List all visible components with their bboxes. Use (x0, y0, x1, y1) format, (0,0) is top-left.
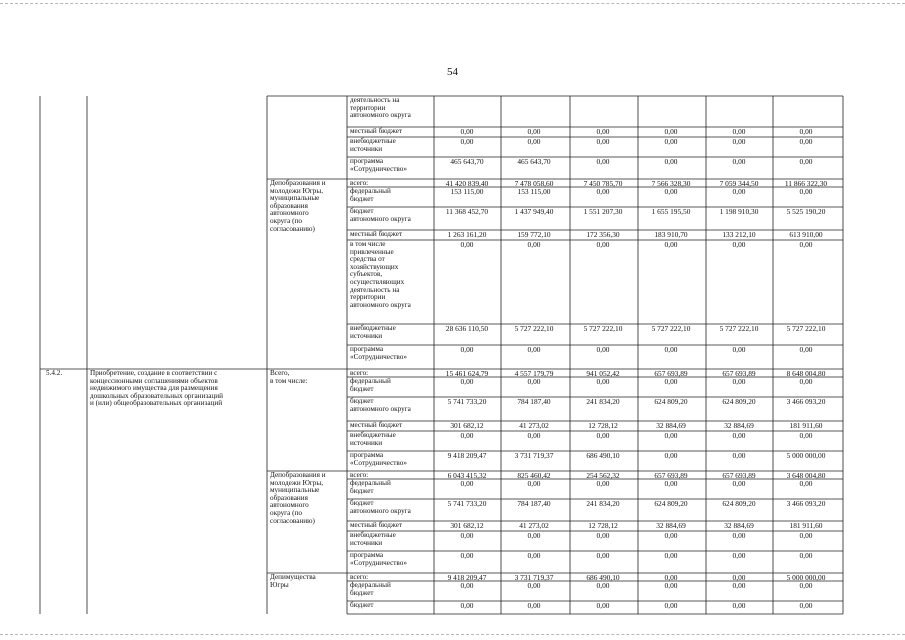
value-cell: 0,00 (527, 377, 541, 386)
value-cell: 0,00 (732, 479, 746, 488)
value-cell: 41 420 839,40 (445, 179, 489, 188)
value-cell: 0,00 (664, 137, 678, 146)
value-cell: 5 741 733,20 (447, 397, 487, 406)
value-cell: 0,00 (799, 377, 813, 386)
row-label: в том числе (350, 240, 386, 248)
value-cell: 0,00 (527, 345, 541, 354)
value-cell: 0,00 (664, 479, 678, 488)
value-cell: 5 000 000,00 (786, 573, 826, 582)
value-cell: 0,00 (527, 479, 541, 488)
row-label: субъектов, (350, 270, 383, 279)
row-label: федеральный (350, 377, 391, 385)
value-cell: 153 115,00 (450, 187, 484, 196)
value-cell: 0,00 (527, 531, 541, 540)
row-label: внебюджетные (350, 431, 396, 439)
value-cell: 0,00 (799, 531, 813, 540)
row-label: всего: (350, 471, 369, 479)
value-cell: 0,00 (732, 451, 746, 460)
value-cell: 0,00 (664, 377, 678, 386)
value-cell: 1 655 195,50 (651, 207, 691, 216)
value-cell: 0,00 (460, 551, 474, 560)
value-cell: 0,00 (799, 127, 813, 136)
value-cell: 624 809,20 (654, 397, 688, 406)
value-cell: 0,00 (596, 157, 610, 166)
value-cell: 465 643,70 (517, 157, 551, 166)
value-cell: 3 731 719,37 (514, 573, 554, 582)
row-label: бюджет (350, 207, 374, 215)
item-description: Приобретение, создание в соответствии с (90, 369, 218, 377)
value-cell: 254 562,32 (586, 471, 620, 480)
value-cell: 0,00 (799, 431, 813, 440)
value-cell: 0,00 (664, 127, 678, 136)
value-cell: 0,00 (596, 187, 610, 196)
executor-label: автономного (270, 501, 309, 510)
executor-label: в том числе: (270, 376, 308, 385)
item-description: и (или) общеобразовательных организаций (90, 399, 223, 408)
value-cell: 0,00 (732, 345, 746, 354)
value-cell: 301 682,12 (450, 421, 484, 430)
value-cell: 32 884,69 (656, 521, 686, 530)
value-cell: 941 052,42 (586, 369, 620, 378)
row-label: «Сотрудничество» (350, 352, 407, 361)
row-label: автономного округа (350, 214, 411, 223)
value-cell: 301 682,12 (450, 521, 484, 530)
executor-label: округа (по (270, 217, 302, 225)
value-cell: 0,00 (664, 431, 678, 440)
row-label: привлеченные (350, 247, 394, 256)
value-cell: 0,00 (799, 551, 813, 560)
value-cell: 0,00 (460, 240, 474, 249)
row-label: бюджет (350, 194, 374, 203)
row-label: программа (350, 345, 384, 353)
row-label: средства от (350, 255, 385, 264)
value-cell: 1 437 949,40 (514, 207, 554, 216)
row-label: бюджет (350, 486, 374, 495)
item-number: 5.4.2. (46, 369, 63, 377)
value-cell: 5 727 222,10 (514, 324, 554, 333)
item-description: недвижимого имущества для размещения (90, 384, 218, 393)
row-label: хозяйствующих (350, 262, 399, 271)
row-label: бюджет (350, 588, 374, 597)
value-cell: 41 273,02 (519, 521, 549, 530)
value-cell: 0,00 (799, 601, 813, 610)
value-cell: 0,00 (799, 157, 813, 166)
value-cell: 0,00 (527, 431, 541, 440)
value-cell: 0,00 (664, 581, 678, 590)
value-cell: 0,00 (664, 451, 678, 460)
value-cell: 0,00 (732, 601, 746, 610)
value-cell: 159 772,10 (517, 230, 551, 239)
value-cell: 0,00 (664, 157, 678, 166)
value-cell: 0,00 (799, 479, 813, 488)
value-cell: 0,00 (527, 581, 541, 590)
row-label: всего: (350, 179, 369, 187)
value-cell: 11 866 322,30 (784, 179, 828, 188)
executor-label: Всего, (270, 369, 290, 377)
row-label: внебюджетные (350, 137, 396, 145)
value-cell: 0,00 (732, 187, 746, 196)
row-label: «Сотрудничество» (350, 558, 407, 567)
value-cell: 686 490,10 (586, 573, 620, 582)
value-cell: 0,00 (799, 581, 813, 590)
value-cell: 8 648 004,80 (786, 369, 826, 378)
value-cell: 9 418 209,47 (447, 451, 487, 460)
value-cell: 0,00 (460, 601, 474, 610)
value-cell: 181 911,60 (789, 521, 823, 530)
value-cell: 0,00 (596, 377, 610, 386)
row-label: деятельность на (350, 285, 400, 294)
value-cell: 32 884,69 (656, 421, 686, 430)
value-cell: 5 741 733,20 (447, 499, 487, 508)
value-cell: 5 727 222,10 (719, 324, 759, 333)
value-cell: 12 728,12 (588, 521, 618, 530)
value-cell: 0,00 (596, 601, 610, 610)
value-cell: 7 059 344,50 (719, 179, 759, 188)
value-cell: 0,00 (664, 573, 678, 582)
value-cell: 0,00 (732, 377, 746, 386)
row-label: всего: (350, 573, 369, 581)
value-cell: 0,00 (799, 240, 813, 249)
value-cell: 0,00 (799, 137, 813, 146)
row-label: бюджет (350, 499, 374, 507)
value-cell: 4 557 179,79 (514, 369, 554, 378)
value-cell: 241 834,20 (586, 499, 620, 508)
value-cell: 28 636 110,50 (445, 324, 489, 333)
row-label: территории (350, 293, 386, 302)
value-cell: 0,00 (664, 240, 678, 249)
executor-label: молодежи Югры, (270, 186, 324, 195)
value-cell: 0,00 (460, 431, 474, 440)
value-cell: 0,00 (596, 127, 610, 136)
value-cell: 0,00 (596, 479, 610, 488)
value-cell: 12 728,12 (588, 421, 618, 430)
value-cell: 0,00 (664, 531, 678, 540)
row-label: внебюджетные (350, 531, 396, 539)
value-cell: 153 115,00 (517, 187, 551, 196)
value-cell: 825 460,42 (517, 471, 551, 480)
value-cell: 9 418 209,47 (447, 573, 487, 582)
row-label: внебюджетные (350, 324, 396, 332)
value-cell: 0,00 (799, 187, 813, 196)
value-cell: 0,00 (596, 240, 610, 249)
row-label: всего: (350, 369, 369, 377)
row-label: автономного округа (350, 404, 411, 413)
value-cell: 0,00 (799, 345, 813, 354)
value-cell: 0,00 (527, 240, 541, 249)
value-cell: 5 727 222,10 (786, 324, 826, 333)
value-cell: 624 809,20 (722, 397, 756, 406)
row-label: территории (350, 103, 386, 112)
value-cell: 0,00 (596, 345, 610, 354)
value-cell: 0,00 (596, 531, 610, 540)
value-cell: 0,00 (596, 431, 610, 440)
value-cell: 784 187,40 (517, 397, 551, 406)
value-cell: 0,00 (460, 127, 474, 136)
row-label: деятельность на (350, 96, 400, 104)
value-cell: 0,00 (732, 431, 746, 440)
value-cell: 0,00 (527, 601, 541, 610)
value-cell: 3 648 004,80 (786, 471, 826, 480)
value-cell: 465 643,70 (450, 157, 484, 166)
value-cell: 0,00 (664, 601, 678, 610)
row-label: федеральный (350, 479, 391, 487)
scan-bottom-edge (0, 634, 905, 635)
value-cell: 0,00 (460, 581, 474, 590)
value-cell: 0,00 (460, 345, 474, 354)
value-cell: 5 727 222,10 (583, 324, 623, 333)
value-cell: 183 910,70 (654, 230, 688, 239)
row-label: источники (350, 144, 383, 153)
value-cell: 0,00 (732, 127, 746, 136)
row-label: осуществляющих (350, 278, 405, 286)
value-cell: 181 911,60 (789, 421, 823, 430)
executor-label: согласованию) (270, 224, 315, 233)
value-cell: 0,00 (664, 187, 678, 196)
row-label: «Сотрудничество» (350, 164, 407, 173)
row-label: программа (350, 451, 384, 459)
executor-label: автономного (270, 209, 309, 218)
executor-label: округа (по (270, 509, 302, 517)
value-cell: 657 693,89 (722, 369, 756, 378)
value-cell: 41 273,02 (519, 421, 549, 430)
value-cell: 5 000 000,00 (786, 451, 826, 460)
page-number: 54 (447, 66, 458, 78)
row-label: «Сотрудничество» (350, 458, 407, 467)
value-cell: 0,00 (460, 377, 474, 386)
value-cell: 624 809,20 (654, 499, 688, 508)
executor-label: Депимущества (270, 573, 316, 581)
row-label: бюджет (350, 397, 374, 405)
row-label: программа (350, 551, 384, 559)
value-cell: 0,00 (732, 551, 746, 560)
row-label: местный бюджет (350, 230, 403, 238)
row-label: автономного округа (350, 300, 411, 309)
value-cell: 15 461 624,79 (445, 369, 489, 378)
row-label: федеральный (350, 187, 391, 195)
value-cell: 657 693,89 (654, 369, 688, 378)
row-label: источники (350, 538, 383, 547)
value-cell: 657 693,89 (722, 471, 756, 480)
value-cell: 784 187,40 (517, 499, 551, 508)
row-label: федеральный (350, 581, 391, 589)
value-cell: 0,00 (596, 551, 610, 560)
value-cell: 7 478 058,60 (514, 179, 554, 188)
row-label: автономного округа (350, 111, 411, 120)
value-cell: 5 727 222,10 (651, 324, 691, 333)
executor-label: Депобразования и (270, 179, 326, 187)
value-cell: 0,00 (460, 137, 474, 146)
executor-label: образования (270, 493, 308, 502)
value-cell: 613 910,00 (789, 230, 823, 239)
value-cell: 0,00 (596, 137, 610, 146)
value-cell: 0,00 (732, 157, 746, 166)
value-cell: 241 834,20 (586, 397, 620, 406)
value-cell: 0,00 (527, 551, 541, 560)
value-cell: 0,00 (527, 127, 541, 136)
value-cell: 32 884,69 (724, 421, 754, 430)
executor-label: молодежи Югры, (270, 478, 324, 487)
value-cell: 0,00 (732, 531, 746, 540)
row-label: источники (350, 331, 383, 340)
item-description: дошкольных образовательных организаций (90, 391, 223, 400)
value-cell: 0,00 (664, 551, 678, 560)
value-cell: 133 212,10 (722, 230, 756, 239)
value-cell: 0,00 (664, 345, 678, 354)
value-cell: 6 043 415,32 (447, 471, 487, 480)
value-cell: 7 450 785,70 (583, 179, 623, 188)
value-cell: 3 466 093,20 (786, 397, 826, 406)
row-label: источники (350, 438, 383, 447)
executor-label: муниципальные (270, 486, 320, 495)
value-cell: 3 731 719,37 (514, 451, 554, 460)
value-cell: 624 809,20 (722, 499, 756, 508)
row-label: программа (350, 157, 384, 165)
row-label: местный бюджет (350, 127, 403, 135)
value-cell: 686 490,10 (586, 451, 620, 460)
value-cell: 7 566 328,30 (651, 179, 691, 188)
executor-label: образования (270, 201, 308, 210)
executor-label: муниципальные (270, 194, 320, 203)
value-cell: 0,00 (460, 479, 474, 488)
row-label: бюджет (350, 384, 374, 393)
row-label: автономного округа (350, 506, 411, 515)
executor-label: Депобразования и (270, 471, 326, 479)
executor-label: Югры (270, 580, 289, 589)
value-cell: 0,00 (527, 137, 541, 146)
value-cell: 0,00 (732, 137, 746, 146)
value-cell: 3 466 093,20 (786, 499, 826, 508)
value-cell: 657 693,89 (654, 471, 688, 480)
value-cell: 0,00 (460, 531, 474, 540)
value-cell: 0,00 (732, 581, 746, 590)
value-cell: 32 884,69 (724, 521, 754, 530)
item-description: концессионными соглашениями объектов (90, 376, 218, 385)
value-cell: 1 551 207,30 (583, 207, 623, 216)
row-label: местный бюджет (350, 521, 403, 529)
row-label: местный бюджет (350, 421, 403, 429)
value-cell: 172 356,30 (586, 230, 620, 239)
row-label: бюджет (350, 601, 374, 609)
value-cell: 1 198 910,30 (719, 207, 759, 216)
executor-label: согласованию) (270, 516, 315, 525)
value-cell: 0,00 (732, 240, 746, 249)
value-cell: 1 263 161,20 (447, 230, 487, 239)
value-cell: 11 368 452,70 (445, 207, 489, 216)
value-cell: 5 525 190,20 (786, 207, 826, 216)
value-cell: 0,00 (732, 573, 746, 582)
value-cell: 0,00 (596, 581, 610, 590)
